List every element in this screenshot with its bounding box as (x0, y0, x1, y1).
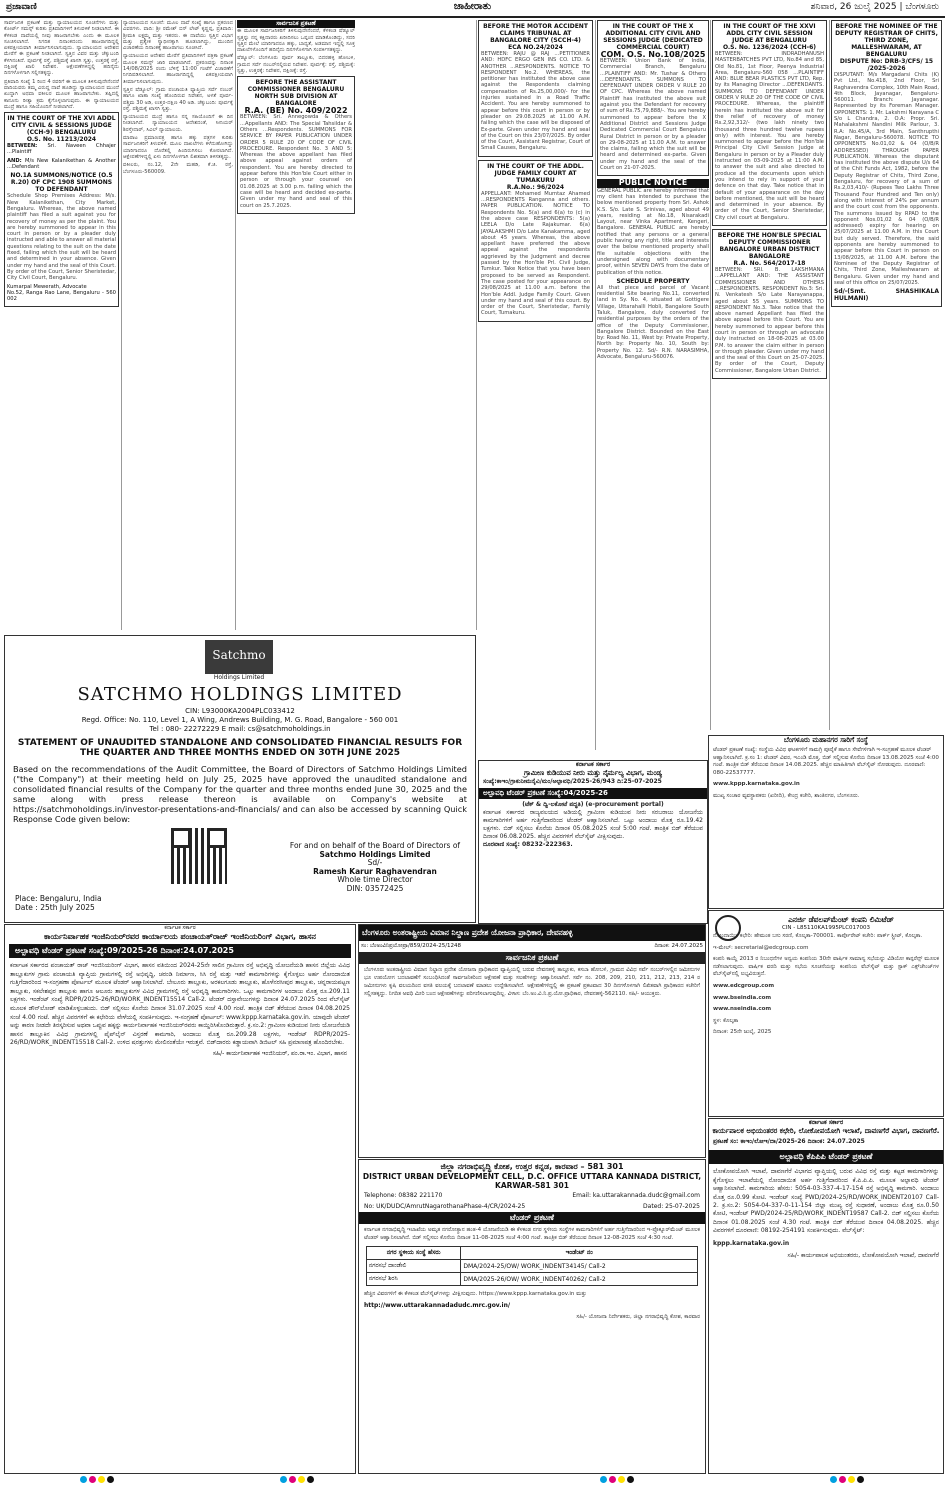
defendant-name: M/s New Kalanikethan & Another (25, 157, 116, 164)
tender-number: ಅಲ್ಪಾವಧಿ ಟೆಂಡರ್ ಪ್ರಕಟಣೆ ಸಂಖ್ಯೆ:04/2025-26 (479, 788, 707, 799)
dudc-tender-heading: ಟೆಂಡರ್ ಪ್ರಕಟಣೆ (359, 1212, 705, 1224)
table-cell: DMA/2024-25/OW/ WORK_INDENT34145/ Call-2 (461, 1260, 698, 1273)
signature-block (285, 842, 465, 893)
table-header-cell: ನಗರ ಸ್ಥಳೀಯ ಸಂಸ್ಥೆ ಹೆಸರು (366, 1247, 460, 1260)
ac-court-title: BEFORE THE ASSISTANT COMMISSIONER BENGALURU NORTH SUB DIVISION AT BANGALORE (247, 79, 345, 108)
edcl-web3[interactable]: www.nseindia.com (713, 1006, 772, 1013)
tumakuru-case: R.A.No.: 96/2024 (506, 183, 565, 191)
tender-phone: ದೂರವಾಣಿ ಸಂಖ್ಯೆ: 08232-222363. (483, 841, 573, 848)
registered-office: Regd. Office: No. 110, Level 1, A Wing, Andrews Building, M. G. Road, Bangalore - 560 001 (81, 716, 399, 724)
column-5: IN THE COURT OF THE X ADDITIONAL CITY CIVIL AND SESSIONS JUDGE (DEDICATED COMMERCIAL COURT) COM. O.S. No.108/2025 BETWEEN: Union Bank of India, Commercial Branch, Bengaluru ...PLAINTIFF AND: Mr. Tushar & Others ...DEFENDANTS. SUMMONS TO DEFENDANT UNDER ORDER V RULE 20 OF CPC. Whereas the above named Plaintiff has instituted the above suit against you the Defendant for recovery of sum of Rs.75,79,888/-. You are hereby summoned to appear before the X Additional District and Sessions Judge Dedicated Commercial Court Bengaluru Rural District in person or by a pleader on 29-08-2025 at 11.00 A.M. to answer the claims, failing which the suit will be heard and determined ex-parte. Given under my hand and the seal of the Court on 21-07-2025. PUBLIC NOTICE GENERAL PUBLIC are hereby informed that my client has intended to purchase the below mentioned property from Sri. Ashok K.S. S/o. Late S. Srinivas, aged about 49 years, residing at No.18, Nisarakadi Layout, near Vinka Apartment, Kengeri, Bangalore. GENERAL PUBLIC are hereby notified that any persons or a general public having any right, title and interests over the below mentioned property shall file suitable objections with the undersigned along with documentary proof, within SEVEN DAYS from the date of publication of this notice. SCHEDULE PROPERTY All that piece and parcel of Vacant residential Site bearing No.11, converted land in Sy. No. 4, situated at Gottigere Village, Uttarahalli Hobli, Bangalore South Taluk, Bangalore, duly converted for residential purposes by the orders of the office of the Deputy Commissioner, Bangalore District. Bounded on the East by: Road No. 11, West by: Private Property, North by: Property No. 10, South by: Property No. 12. Sd/- R.N. NARASIMHA, Advocate, Bengaluru-560076. (597, 20, 709, 750)
for-board: For and on behalf of the Board of Directors of (289, 841, 461, 850)
chits-notice: BEFORE THE NOMINEE OF THE DEPUTY REGISTRAR OF CHITS, THIRD ZONE, MALLESHWARAM, AT BENGALURU DISPUTE No: DRB-3/CFS/ 15 /2025-2026 DISPUTANT: M/s Margadarsi Chits (K) Pvt Ltd., No.418, 2nd Floor, Sri Raghavendra Complex, 10th Main Road, 4th Block, Jayanagar, Bengaluru-560011. Branch: Jayanagar. Represented by its Foreman Manager. OPPONENTS: 1. Mr. Lakshmi Narayana C S/o L Chandra, 2. O.A: Propr. Sri. Mahalakshmi Nandini Milk Parlour, 3. R.A: No.45/A, 3rd Main, Santhrupthi Nagar, Bengaluru-560078. NOTICE TO OPPONENTS No.01,02 & 04 (O/B/R ADDRESSED) THROUGH PAPER PUBLICATION. Whereas the disputant has instituted the above dispute U/s 64 of the Chit Funds Act, 1982, before the Deputy Registrar of Chits, Third Zone, Bengaluru, for recovery of a sum of Rs.2,03,410/- (Rupees Two Lakhs Three Thousand Four Hundred and Ten only) along with interest of 24% per annum and the court cost from the opponents. The summons issued by RPAD to the opponent Nos.01,02 & 04 (O/B/R addressed) expiry for hearing on 25/07/2025 at 11.00 A.M. in this Court but duly served. Therefore, the said opponents are hereby summoned to appear before this Court in person on 13/08/2025, at 11.00 A.M. before the Nominee of the Deputy Registrar of Chits, Third Zone, Malleshwaram at Bengaluru. Given under my hand and seal of this office on 25/07/2025. Sd/-(Smt. SHASHIKALA HULMANI) (831, 20, 942, 307)
column-divider (235, 20, 236, 630)
place-date (15, 894, 102, 912)
mandya-tender-notice: ಕರ್ನಾಟಕ ಸರ್ಕಾರ ಗ್ರಾಮೀಣ ಕುಡಿಯುವ ನೀರು ಮತ್ತು ನೈರ್ಮಲ್ಯ ವಿಭಾಗ, ಮಂಡ್ಯ ಸಂಖ್ಯೆ:ಕಾಇಂ/ಗ್ರಾಕುನೀಮನೈವಿ/ಮಂ/ಅಲ್ಪಾವಧಿ/2025-26/943 ದಿ:25-07-2025 ಅಲ್ಪಾವಧಿ ಟೆಂಡರ್ ಪ್ರಕಟಣೆ ಸಂಖ್ಯೆ:04/2025-26 (ಟೆಕ್ & ದ್ವಿ-ಲಕೋಟೆ ಪದ್ಧತಿ) (e-procurement portal) ಕರ್ನಾಟಕ ಸರ್ಕಾರದ ರಾಜ್ಯವಲಯದ ಅಡಿಯಲ್ಲಿ ಗ್ರಾಮೀಣ ಕುಡಿಯುವ ನೀರು ಸರಬರಾಜು ಯೋಜನೆಯ ಕಾಮಗಾರಿಗಳಿಗೆ ಅರ್ಹ ಗುತ್ತಿಗೆದಾರರಿಂದ ಟೆಂಡರ್ ಆಹ್ವಾನಿಸಲಾಗಿದೆ. ಒಟ್ಟು ಅಂದಾಜು ಮೊತ್ತ ರೂ.19.42 ಲಕ್ಷಗಳು. ಬಿಡ್ ಸಲ್ಲಿಸಲು ಕೊನೆಯ ದಿನಾಂಕ 05.08.2025 ಸಂಜೆ 5:00 ಗಂಟೆ. ತಾಂತ್ರಿಕ ಬಿಡ್ ತೆರೆಯುವ ದಿನಾಂಕ 06.08.2025. ಹೆಚ್ಚಿನ ವಿವರಗಳಿಗೆ ವೆಬ್‌ಸೈಟ್ ವೀಕ್ಷಿಸುವುದು. ದೂರವಾಣಿ ಸಂಖ್ಯೆ: 08232-222363. (478, 760, 708, 924)
edcl-web1[interactable]: www.edcgroup.com (713, 982, 775, 989)
financial-statement-title: STATEMENT OF UNAUDITED STANDALONE AND CONSOLIDATED FINANCIAL RESULTS FOR THE QUARTER AND THREE MONTHS ENDED ON 30TH JUNE 2025 (17, 738, 463, 758)
tender-gov: ಕರ್ನಾಟಕ ಸರ್ಕಾರ (575, 761, 611, 768)
table-row (366, 1260, 697, 1273)
com-court-title: IN THE COURT OF THE X ADDITIONAL CITY CIVIL AND SESSIONS JUDGE (DEDICATED COMMERCIAL COURT) (603, 23, 703, 51)
column-1: ಸಾರ್ವಜನಿಕ ಪ್ರಕಟಣೆ ಮತ್ತು ನ್ಯಾಯಾಲಯದ ಸೂಚನೆಗಳು ಮತ್ತು ಕೋರ್ಟ್ ಸಮನ್ಸ್ ಕುರಿತು ಪ್ರತಿವಾದಿಗಳಿಗೆ ತಿಳುವಳಿಕೆ ನೀಡಲಾಗಿದೆ. ಈ ಕೆಳಕಂಡ ದಾವೆಯಲ್ಲಿ ನೀವು ಹಾಜರಾಗಬೇಕು ಎಂದು ಈ ಮೂಲಕ ಸೂಚಿಸಲಾಗಿದೆ. ನಿಗದಿತ ದಿನಾಂಕದಂದು ಹಾಜರಾಗದಿದ್ದಲ್ಲಿ ಏಕಪಕ್ಷೀಯವಾಗಿ ತೀರ್ಮಾನಿಸಲಾಗುವುದು. ನ್ಯಾಯಾಲಯದ ಆದೇಶದ ಮೇರೆಗೆ ಈ ಪ್ರಕಟಣೆ ನೀಡಲಾಗಿದೆ. ಸ್ವತ್ತಿನ ವಿವರ ಮತ್ತು ಚೆಕ್ಕುಬಂದಿ ಕೆಳಗಿನಂತಿದೆ. ಪೂರ್ವಕ್ಕೆ ರಸ್ತೆ, ಪಶ್ಚಿಮಕ್ಕೆ ಖಾಸಗಿ ಸ್ವತ್ತು, ಉತ್ತರಕ್ಕೆ ರಸ್ತೆ, ದಕ್ಷಿಣಕ್ಕೆ ಖಾಲಿ ನಿವೇಶನ. ಆಕ್ಷೇಪಣೆಗಳಿದ್ದಲ್ಲಿ ಹದಿನೈದು ದಿನಗಳೊಳಗಾಗಿ ಸಲ್ಲಿಸತಕ್ಕದ್ದು. ಪ್ರತಿವಾದಿ ಸಂಖ್ಯೆ 1 ರಿಂದ 4 ರವರಿಗೆ ಈ ಮೂಲಕ ತಿಳಿಸುವುದೇನೆಂದರೆ ವಾದಿಯವರು ತಮ್ಮ ವಿರುದ್ಧ ದಾವೆ ಹೂಡಿದ್ದು ನ್ಯಾಯಾಲಯದ ಮುಂದೆ ಖುದ್ದಾಗಿ ಅಥವಾ ವಕೀಲರ ಮೂಲಕ ಹಾಜರಾಗಬೇಕು. ತಪ್ಪಿದಲ್ಲಿ ಕಾನೂನು ರೀತ್ಯಾ ಕ್ರಮ ಕೈಗೊಳ್ಳಲಾಗುವುದು. ಈ ನ್ಯಾಯಾಲಯದ ಮುದ್ರೆ ಹಾಗೂ ಸಹಿಯೊಂದಿಗೆ ನೀಡಲಾಗಿದೆ. IN THE COURT OF THE XVI ADDL CITY CIVIL & SESSIONS JUDGE (CCH-9) BENGALURU O.S. No. 11213/2024 BETWEEN: Sri. Naveen Chhajer ...Plaintiff AND: M/s New Kalanikethan & Another ...Defendant NO.1A SUMMONS/NOTICE (O.5 R.20) OF CPC 1908 SUMMONS TO DEFENDANT Schedule Shop Premises Address: M/s. New Kalanikethan, City Market, Bengaluru. Whereas, the above named plaintiff has filed a suit against you for recovery of money as per the plaint. You are hereby summoned to appear in this court in person or by a pleader duly instructed and able to answer all material questions relating to the suit on the date fixed, failing which the suit will be heard and determined in your absence. Given under my hand and the seal of this Court. By order of the Court, Senior Sheristedar, City Civil Court, Bengaluru. Kumarpal Mewerath, Advocate No.52, Ranga Rao Lane, Bengaluru - 560 002 (4, 20, 119, 630)
schedule-heading: SCHEDULE PROPERTY (616, 277, 690, 285)
dc-case: R.A. No. 564/2017-18 (733, 260, 806, 268)
kpwd-no: ಪ್ರಕಟಣೆ ಸಂ: ಕಾಇಂ/ಲೋಇ/ದಾ/2025-26 ದಿನಾಂಕ: 24.07.2025 (713, 1138, 865, 1145)
dudc-email[interactable]: Email: ka.uttarakannada.dudc@gmail.com (572, 1192, 700, 1199)
dc-notice: BEFORE THE HON'BLE SPECIAL DEPUTY COMMISSIONER BANGALORE URBAN DISTRICT BANGALORE R.A. No. 564/2017-18 BETWEEN: SRI. B. LAKSHMANA ...APPELLANT AND: THE ASSISTANT COMMISSIONER AND OTHERS ...RESPONDENTS. RESPONDENT No.3: Sri. N. Venkatesh S/o Late Narayanappa, aged about 55 years. SUMMONS TO RESPONDENT No.3. Take notice that the above named Appellant has filed the above appeal before this Court. You are hereby summoned to appear before this court in person or through an advocate duly instructed on 18-08-2025 at 03.00 P.M. to answer the claim either in person or through pleader. Given under my hand and the seal of this Court on 25-07-2025. By order of the Court, Deputy Commissioner, Bangalore Urban District. (712, 229, 827, 379)
edcl-cin: CIN - L85110KA1995PLC017003 (781, 925, 871, 931)
biaapa-notice: ಬೆಂಗಳೂರು ಅಂತರಾಷ್ಟ್ರೀಯ ವಿಮಾನ ನಿಲ್ದಾಣ ಪ್ರದೇಶ ಯೋಜನಾ ಪ್ರಾಧಿಕಾರ, ದೇವನಹಳ್ಳಿ ಸಂ: ಬೆಂಅಂವಿನಿಪ್ರಯೋಪ್ರಾ/859/2024-25/1248 ದಿನಾಂಕ: 24.07.2025 ಸಾರ್ವಜನಿಕ ಪ್ರಕಟಣೆ ಬೆಂಗಳೂರು ಅಂತರಾಷ್ಟ್ರೀಯ ವಿಮಾನ ನಿಲ್ದಾಣ ಪ್ರದೇಶ ಯೋಜನಾ ಪ್ರಾಧಿಕಾರದ ವ್ಯಾಪ್ತಿಯಲ್ಲಿ ಬರುವ ದೇವನಹಳ್ಳಿ ತಾಲ್ಲೂಕು, ಕಸಬಾ ಹೋಬಳಿ, ಗ್ರಾಮದ ವಿವಿಧ ಸರ್ವೆ ನಂಬರ್‌ಗಳಲ್ಲಿನ ಜಮೀನುಗಳ ಭೂ ಉಪಯೋಗ ಬದಲಾವಣೆಗೆ ಸಂಬಂಧಿಸಿದಂತೆ ಸಾರ್ವಜನಿಕರಿಂದ ಆಕ್ಷೇಪಣೆ ಮತ್ತು ಸಲಹೆಗಳನ್ನು ಆಹ್ವಾನಿಸಲಾಗಿದೆ. ಸರ್ವೆ ನಂ. 208, 209, 210, 211, 212, 213, 214 ರ ಜಮೀನುಗಳು ಕೃಷಿ ವಲಯದಿಂದ ವಸತಿ ವಲಯಕ್ಕೆ ಬದಲಾವಣೆ ಮಾಡಲು ಉದ್ದೇಶಿಸಲಾಗಿದೆ. ಆಕ್ಷೇಪಣೆಗಳಿದ್ದಲ್ಲಿ ಈ ಪ್ರಕಟಣೆ ಪ್ರಕಟವಾದ 30 ದಿನಗಳೊಳಗಾಗಿ ಲಿಖಿತವಾಗಿ ಪ್ರಾಧಿಕಾರದ ಕಚೇರಿಗೆ ಸಲ್ಲಿಸತಕ್ಕದ್ದು. ನಿಗದಿತ ಅವಧಿ ಮೀರಿ ಬಂದ ಆಕ್ಷೇಪಣೆಗಳನ್ನು ಪರಿಗಣಿಸಲಾಗುವುದಿಲ್ಲ. ವಿಳಾಸ: ಬೆಂ.ಅಂ.ವಿ.ನಿ.ಪ್ರ.ಯೋ.ಪ್ರಾಧಿಕಾರ, ದೇವನಹಳ್ಳಿ-562110. ಸಹಿ/- ಆಯುಕ್ತರು. (358, 924, 706, 1158)
ac-case-number: R.A. (BE) No. 409/2022 (244, 106, 348, 116)
edcl-place: ಸ್ಥಳ: ಕೊಲ್ಕತಾ (713, 1017, 739, 1024)
column-7 (831, 20, 942, 730)
ac-notice: BEFORE THE ASSISTANT COMMISSIONER BENGALURU NORTH SUB DIVISION AT BANGALORE R.A. (BE) No. 409/2022 BETWEEN: Sri. Annegowda & Others ...Appellants AND: The Special Tahsildar & Others ...Respondents. SUMMONS FOR SERVICE BY PAPER PUBLICATION UNDER ORDER 5 RULE 20 OF CODE OF CIVIL PROCEDURE. Respondent No. 3 AND 5: Whereas the above appellant has filed above appeal against orders of respondent. You are hereby directed to appear before this Hon'ble Court either in person or through your counsel on 01.08.2025 at 3.00 p.m. failing which the case will be heard and decided ex-parte. Given under my hand and seal of this court on 25.7.2025. (237, 76, 355, 213)
qr-code[interactable] (171, 828, 227, 884)
chits-title: BEFORE THE NOMINEE OF THE DEPUTY REGISTRAR OF CHITS, THIRD ZONE, MALLESHWARAM, AT BENGALURU (835, 23, 938, 58)
masthead-date: ಶನಿವಾರ, 26 ಜುಲೈ 2025 | ಬೆಂಗಳೂರು (810, 2, 939, 12)
case-number: O.S. No. 11213/2024 (26, 136, 97, 144)
public-notice-banner: ಸಾರ್ವಜನಿಕ ಪ್ರಕಟಣೆ (237, 20, 355, 28)
bmtc-url[interactable]: www.kppp.karnataka.gov.in (713, 781, 800, 788)
edcl-date: ದಿನಾಂಕ: 25ನೇ ಜುಲೈ, 2025 (713, 1029, 772, 1036)
bmtc-title: ಬೆಂಗಳೂರು ಮಹಾನಗರ ಸಾರಿಗೆ ಸಂಸ್ಥೆ (783, 736, 869, 744)
dudc-ref (359, 1201, 705, 1212)
signer-role: Whole time Director (337, 875, 413, 884)
davanagere-pwd-tender: ಕರ್ನಾಟಕ ಸರ್ಕಾರ ಕಾರ್ಯಪಾಲಕ ಅಭಿಯಂತರರ ಕಛೇರಿ, ಲೋಕೋಪಯೋಗಿ ಇಲಾಖೆ, ದಾವಣಗೆರೆ ವಿಭಾಗ, ದಾವಣಗೆರೆ. ಪ್ರಕಟಣೆ ಸಂ: ಕಾಇಂ/ಲೋಇ/ದಾ/2025-26 ದಿನಾಂಕ: 24.07.2025 ಅಲ್ಪಾವಧಿ ಕೆಪಿಪಿಪಿ ಟೆಂಡರ್ ಪ್ರಕಟಣೆ ಲೋಕೋಪಯೋಗಿ ಇಲಾಖೆ, ದಾವಣಗೆರೆ ವಿಭಾಗದ ವ್ಯಾಪ್ತಿಯಲ್ಲಿ ಬರುವ ವಿವಿಧ ರಸ್ತೆ ಮತ್ತು ಕಟ್ಟಡ ಕಾಮಗಾರಿಗಳನ್ನು ಕೈಗೊಳ್ಳಲು ಇಲಾಖೆಯಲ್ಲಿ ನೋಂದಾಯಿತ ಅರ್ಹ ಗುತ್ತಿಗೆದಾರರಿಂದ ಕೆ.ಪಿ.ಪಿ.ಪಿ. ಮೂಲಕ ಅಲ್ಪಾವಧಿ ಟೆಂಡರ್ ಆಹ್ವಾನಿಸಲಾಗಿದೆ. ಕಾಮಗಾರಿಯ ಹೆಸರು: 5054-03-337-4-17-154 ರಸ್ತೆ ಅಭಿವೃದ್ಧಿ ಕಾಮಗಾರಿ. ಅಂದಾಜು ಮೊತ್ತ ರೂ.0.99 ಕೋಟಿ. ಇಂಡೆಂಟ್ ಸಂಖ್ಯೆ PWD/2024-25/RD/WORK_INDENT20107 Call-2. ಕ್ರ.ಸಂ.2: 5054-04-337-0-11-154 ಜಿಲ್ಲಾ ಮುಖ್ಯ ರಸ್ತೆ ಸುಧಾರಣೆ, ಅಂದಾಜು ಮೊತ್ತ ರೂ.0.50 ಕೋಟಿ, ಇಂಡೆಂಟ್ PWD/2024-25/RD/WORK_INDENT19587 Call-2. ಬಿಡ್ ಸಲ್ಲಿಸಲು ಕೊನೆಯ ದಿನಾಂಕ 01.08.2025 ಸಂಜೆ 4.30 ಗಂಟೆ. ತಾಂತ್ರಿಕ ಬಿಡ್ ತೆರೆಯುವ ದಿನಾಂಕ 04.08.2025. ಹೆಚ್ಚಿನ ವಿವರಗಳಿಗೆ ದೂರವಾಣಿ: 08192-254191 ಸಂಪರ್ಕಿಸುವುದು. ವೆಬ್‌ಸೈಟ್: kppp.karnataka.gov.in ಸಹಿ/- ಕಾರ್ಯಪಾಲಕ ಅಭಿಯಂತರರು, ಲೋಕೋಪಯೋಗಿ ಇಲಾಖೆ, ದಾವಣಗೆರೆ (708, 1118, 944, 1474)
edcl-name: ಎನರ್ಜಿ ಡೆವಲಪ್‌ಮೆಂಟ್ ಕಂಪನಿ ಲಿಮಿಟೆಡ್ (788, 915, 894, 924)
dudc-no: No: UK/DUDC/AmrutNagarothanaPhase-4/CR/2024-25 (364, 1203, 526, 1210)
company-cin: CIN: L93000KA2004PLC033412 (185, 707, 295, 715)
table-header-cell: ಇಂಡೆಂಟ್ ನಂ (461, 1247, 698, 1260)
sd: Sd/- (367, 858, 383, 867)
dudc-contact (359, 1190, 705, 1201)
advocate-address: No.52, Ranga Rao Lane, Bengaluru - 560 002 (7, 289, 116, 303)
indent-table (366, 1246, 698, 1286)
table-cell: ನಗರಸಭೆ ದಾಂಡೇಲಿ (366, 1260, 460, 1273)
biaapa-no: ಸಂ: ಬೆಂಅಂವಿನಿಪ್ರಯೋಪ್ರಾ/859/2024-25/1248 (361, 943, 462, 949)
tender-ref: ಸಂಖ್ಯೆ:ಕಾಇಂ/ಗ್ರಾಕುನೀಮನೈವಿ/ಮಂ/ಅಲ್ಪಾವಧಿ/2025-26/943 ದಿ:25-07-2025 (483, 778, 662, 785)
column-3: ಸಾರ್ವಜನಿಕ ಪ್ರಕಟಣೆ ಈ ಮೂಲಕ ಸಾರ್ವಜನಿಕರಿಗೆ ತಿಳಿಸುವುದೇನೆಂದರೆ, ಕೆಳಕಂಡ ಷೆಡ್ಯೂಲ್ ಸ್ವತ್ತನ್ನು ನನ್ನ ಕಕ್ಷಿದಾರರು ಖರೀದಿಸಲು ಒಪ್ಪಂದ ಮಾಡಿಕೊಂಡಿದ್ದು, ಸದರಿ ಸ್ವತ್ತಿನ ಮೇಲೆ ಯಾರಿಗಾದರೂ ಹಕ್ಕು, ಬಾಧ್ಯತೆ, ಅಡಮಾನ ಇದ್ದಲ್ಲಿ ಸೂಕ್ತ ದಾಖಲೆಗಳೊಂದಿಗೆ ಹದಿನೈದು ದಿನಗಳೊಳಗಾಗಿ ಸಂಪರ್ಕಿಸತಕ್ಕದ್ದು. ಷೆಡ್ಯೂಲ್: ಬೆಂಗಳೂರು ಪೂರ್ವ ತಾಲ್ಲೂಕು, ಬಿದರಹಳ್ಳಿ ಹೋಬಳಿ, ಗ್ರಾಮದ ಸರ್ವೆ ನಂಬರ್‌ನಲ್ಲಿರುವ ನಿವೇಶನ. ಪೂರ್ವಕ್ಕೆ: ರಸ್ತೆ, ಪಶ್ಚಿಮಕ್ಕೆ: ಸ್ವತ್ತು, ಉತ್ತರಕ್ಕೆ: ನಿವೇಶನ, ದಕ್ಷಿಣಕ್ಕೆ: ರಸ್ತೆ. BEFORE THE ASSISTANT COMMISSIONER BENGALURU NORTH SUB DIVISION AT BANGALORE R.A. (BE) No. 409/2022 BETWEEN: Sri. Annegowda & Others ...Appellants AND: The Special Tahsildar & Others ...Respondents. SUMMONS FOR SERVICE BY PAPER PUBLICATION UNDER ORDER 5 RULE 20 OF CODE OF CIVIL PROCEDURE. Respondent No. 3 AND 5: Whereas the above appellant has filed above appeal against orders of respondent. You are hereby directed to appear before this Hon'ble Court either in person or through your counsel on 01.08.2025 at 3.00 p.m. failing which the case will be heard and decided ex-parte. Given under my hand and seal of this court on 25.7.2025. (237, 20, 355, 630)
pwd-tender-number: ಅಲ್ಪಾವಧಿ ಟೆಂಡರ್ ಪ್ರಕಟಣೆ ಸಂಖ್ಯೆ:09/2025-26 ದಿನಾಂಕ:24.07.2025 (9, 944, 351, 958)
summons-heading: NO.1A SUMMONS/NOTICE (O.5 R.20) OF CPC 1908 SUMMONS TO DEFENDANT (10, 172, 113, 194)
column-2: ನ್ಯಾಯಾಲಯದ ಸೂಚನೆ: ಮೂಲ ದಾವೆ ಸಂಖ್ಯೆ ಹಾಗೂ ಪ್ರಕರಣದ ವಿವರಗಳು. ವಾದಿ: ಶ್ರೀ ರಮೇಶ್ ಬಿನ್ ಲೇಟ್ ಕೃಷ್ಣಪ್ಪ, ಪ್ರತಿವಾದಿ: ಶ್ರೀಮತಿ ಲಕ್ಷ್ಮಮ್ಮ ಮತ್ತು ಇತರರು. ಈ ದಾವೆಯು ಸ್ವತ್ತಿನ ವಿಭಾಗ ಮತ್ತು ಪ್ರತ್ಯೇಕ ಸ್ವಾಧೀನಕ್ಕಾಗಿ ಹೂಡಲಾಗಿದ್ದು, ಮುಂದಿನ ವಿಚಾರಣೆಯ ದಿನಾಂಕಕ್ಕೆ ಹಾಜರಾಗಲು ಸೂಚಿಸಿದೆ. ನ್ಯಾಯಾಲಯದ ಆದೇಶದ ಮೇರೆಗೆ ಪ್ರತಿವಾದಿಗಳಿಗೆ ಪತ್ರಿಕಾ ಪ್ರಕಟಣೆ ಮೂಲಕ ಸಮನ್ಸ್ ಜಾರಿ ಮಾಡಲಾಗಿದೆ. ಪ್ರಕರಣವನ್ನು ದಿನಾಂಕ 14/08/2025 ರಂದು ಬೆಳಿಗ್ಗೆ 11:00 ಗಂಟೆಗೆ ವಿಚಾರಣೆಗೆ ನಿಗದಿಪಡಿಸಲಾಗಿದೆ. ಹಾಜರಾಗದಿದ್ದಲ್ಲಿ ಏಕಪಕ್ಷೀಯವಾಗಿ ತೀರ್ಮಾನಿಸಲಾಗುವುದು. ಸ್ವತ್ತಿನ ಷೆಡ್ಯೂಲ್: ಗ್ರಾಮ ಪಂಚಾಯತಿ ವ್ಯಾಪ್ತಿಯ ಸರ್ವೆ ನಂಬರ್ ಹಾಗೂ ಖಾತಾ ಸಂಖ್ಯೆ ಹೊಂದಿರುವ ನಿವೇಶನ, ಅಳತೆ ಪೂರ್ವ-ಪಶ್ಚಿಮ 30 ಅಡಿ, ಉತ್ತರ-ದಕ್ಷಿಣ 40 ಅಡಿ. ಚೆಕ್ಕುಬಂದಿ: ಪೂರ್ವಕ್ಕೆ ರಸ್ತೆ, ಪಶ್ಚಿಮಕ್ಕೆ ಖಾಸಗಿ ಸ್ವತ್ತು. ನ್ಯಾಯಾಲಯದ ಮುದ್ರೆ ಹಾಗೂ ನನ್ನ ಸಹಿಯೊಂದಿಗೆ ಈ ದಿನ ನೀಡಲಾಗಿದೆ. ನ್ಯಾಯಾಲಯದ ಆದೇಶದಂತೆ, ಸೀನಿಯರ್ ಶಿರಸ್ತೇದಾರ್, ಸಿವಿಲ್ ನ್ಯಾಯಾಲಯ. ಮಾರಾಟ ಪ್ರಮಾಣಪತ್ರ ಹಾಗೂ ಹಕ್ಕು ಪತ್ರಗಳ ಕುರಿತು ಸಾರ್ವಜನಿಕರಿಗೆ ತಿಳುವಳಿಕೆ. ಮೂಲ ದಾಖಲೆಗಳು ಕಳೆದುಹೋಗಿದ್ದು ಯಾರಿಗಾದರೂ ದೊರೆತಲ್ಲಿ ಹಿಂದಿರುಗಿಸಲು ಕೋರಲಾಗಿದೆ. ಆಕ್ಷೇಪಣೆಗಳಿದ್ದಲ್ಲಿ ಏಳು ದಿನಗಳೊಳಗಾಗಿ ಲಿಖಿತವಾಗಿ ತಿಳಿಸತಕ್ಕದ್ದು. ವಕೀಲರು, ನಂ.12, 2ನೇ ಮಹಡಿ, ಕೆ.ಜಿ. ರಸ್ತೆ, ಬೆಂಗಳೂರು-560009. (123, 20, 233, 175)
table-cell: DMA/2025-26/OW/ WORK_INDENT40262/ Call-2 (461, 1273, 698, 1286)
edcl-web2[interactable]: www.bseindia.com (713, 994, 772, 1001)
date: Date : 25th July 2025 (15, 903, 95, 912)
mact-case: ECA NO.24/2024 (508, 44, 563, 51)
biaapa-ref (359, 941, 705, 952)
dudc-title-en: DISTRICT URBAN DEVELOPMENT CELL, D.C. OFFICE UTTARA KANNADA DISTRICT, KARWAR-581 301 (362, 1172, 702, 1190)
dudc-date: Dated: 25-07-2025 (643, 1203, 700, 1210)
column-4 (478, 20, 593, 630)
public-notice-heading: PUBLIC NOTICE (597, 179, 709, 187)
cch6-notice: IN THE COURT OF THE XXVI ADDL CITY CIVIL SESSION JUDGE AT BENGALURU O.S. No. 1236/2024 (CCH-6) BETWEEN: INDRADHANUSH MASTERBATCHES PVT LTD, No.84 and 85, Old No.81, 1st Floor, Peenya Industrial Area, Bengaluru-560 058 ...PLAINTIFF AND: BLUE BEAR PLASTICS PVT LTD, Rep. by its Managing Director ...DEFENDANTS. SUMMONS TO DEFENDANT UNDER ORDER V RULE 20 OF THE CODE OF CIVIL PROCEDURE. Whereas, the plaintiff herein has instituted the above suit for the relief of recovery of money Rs.2,92,312/- (two lakh ninety two thousand three hundred twelve rupees only) with interest. You are hereby summoned to appear before the Hon'ble Principal City Civil Session Judge at Bengaluru in person or by a Pleader duly instructed on 03-09-2025 at 11:00 A.M. to answer the suit and also directed to produce all the documents upon which you intend to rely in support of your defence on that day. Take notice that in default of your appearance on the day before mentioned, the suit will be heard and determined in your absence. By order of the Court, Senior Sheristedar, City civil court at Bengaluru. (712, 20, 827, 226)
masthead-logo: ಪ್ರಜಾವಾಣಿ (6, 2, 37, 12)
column-divider (476, 20, 477, 630)
print-registration-marks (0, 1474, 945, 1485)
tender-title: ಗ್ರಾಮೀಣ ಕುಡಿಯುವ ನೀರು ಮತ್ತು ನೈರ್ಮಲ್ಯ ವಿಭಾಗ, ಮಂಡ್ಯ (524, 769, 662, 777)
dudc-tel: Telephone: 08382 221170 (364, 1192, 443, 1199)
plaintiff-name: Sri. Naveen Chhajer (47, 143, 116, 150)
table-header (366, 1247, 697, 1260)
company-contact: Tel : 080- 22272229 E mail: cs@satchmoholdings.in (149, 725, 331, 733)
pwd-title: ಕಾರ್ಯನಿರ್ವಾಹಕ ಇಂಜಿನಿಯರ್‌ರವರ ಕಾರ್ಯಾಲಯ ಪಂಚಾಯತ್‌ರಾಜ್ ಇಂಜಿನಿಯರಿಂಗ್ ವಿಭಾಗ, ಹಾಸನ (44, 932, 316, 941)
biaapa-public-notice: ಸಾರ್ವಜನಿಕ ಪ್ರಕಟಣೆ (359, 952, 705, 964)
place: Place: Bengaluru, India (15, 894, 102, 903)
masthead-section: ಜಾಹೀರಾತು (453, 1, 492, 12)
table-cell: ನಗರಸಭೆ ಶಿರಸಿ (366, 1273, 460, 1286)
column-6 (712, 20, 827, 730)
court-notice-os: IN THE COURT OF THE XVI ADDL CITY CIVIL & SESSIONS JUDGE (CCH-9) BENGALURU O.S. No. 11213/2024 BETWEEN: Sri. Naveen Chhajer ...Plaintiff AND: M/s New Kalanikethan & Another ...Defendant NO.1A SUMMONS/NOTICE (O.5 R.20) OF CPC 1908 SUMMONS TO DEFENDANT Schedule Shop Premises Address: M/s. New Kalanikethan, City Market, Bengaluru. Whereas, the above named plaintiff has filed a suit against you for recovery of money as per the plaint. You are hereby summoned to appear in this court in person or by a pleader duly instructed and able to answer all material questions relating to the suit on the date fixed, failing which the suit will be heard and determined in your absence. Given under my hand and the seal of this Court. By order of the Court, Senior Sheristedar, City Civil Court, Bengaluru. Kumarpal Mewerath, Advocate No.52, Ranga Rao Lane, Bengaluru - 560 002 (4, 112, 119, 307)
signer-din: DIN: 03572425 (346, 883, 404, 893)
mact-title: BEFORE THE MOTOR ACCIDENT CLAIMS TRIBUNAL AT BANGALORE CITY (SCCH-4) (483, 23, 588, 44)
column-divider (121, 20, 122, 630)
hassan-pwd-tender: ಕರ್ನಾಟಕ ಸರ್ಕಾರ ಕಾರ್ಯನಿರ್ವಾಹಕ ಇಂಜಿನಿಯರ್‌ರವರ ಕಾರ್ಯಾಲಯ ಪಂಚಾಯತ್‌ರಾಜ್ ಇಂಜಿನಿಯರಿಂಗ್ ವಿಭಾಗ, ಹಾಸನ ಅಲ್ಪಾವಧಿ ಟೆಂಡರ್ ಪ್ರಕಟಣೆ ಸಂಖ್ಯೆ:09/2025-26 ದಿನಾಂಕ:24.07.2025 ಕರ್ನಾಟಕ ಸರ್ಕಾರದ ಪಂಚಾಯತ್ ರಾಜ್ ಇಂಜಿನಿಯರಿಂಗ್ ವಿಭಾಗ, ಹಾಸನ ವತಿಯಿಂದ 2024-25ನೇ ಸಾಲಿನ ಗ್ರಾಮೀಣ ರಸ್ತೆ ಅಭಿವೃದ್ಧಿ ಯೋಜನೆಯಡಿ ಹಾಸನ ಜಿಲ್ಲೆಯ ವಿವಿಧ ತಾಲ್ಲೂಕುಗಳ ಗ್ರಾಮ ಪಂಚಾಯತಿ ವ್ಯಾಪ್ತಿಯ ಗ್ರಾಮಗಳಲ್ಲಿ ರಸ್ತೆ ಅಭಿವೃದ್ಧಿ, ಚರಂಡಿ ನಿರ್ಮಾಣ, ಸಿಸಿ ರಸ್ತೆ ಮತ್ತು ಇತರೆ ಕಾಮಗಾರಿಗಳನ್ನು ಕೈಗೊಳ್ಳಲು ಅರ್ಹ ನೋಂದಾಯಿತ ಗುತ್ತಿಗೆದಾರರಿಂದ ಇ-ಸಂಗ್ರಹಣಾ ಪೋರ್ಟಲ್ ಮೂಲಕ ಟೆಂಡರ್ ಆಹ್ವಾನಿಸಲಾಗಿದೆ. ಬೇಲೂರು ತಾಲ್ಲೂಕು, ಅರಕಲಗೂಡು ತಾಲ್ಲೂಕು, ಹೊಳೆನರಸೀಪುರ ತಾಲ್ಲೂಕು, ಚನ್ನರಾಯಪಟ್ಟಣ ತಾಲ್ಲೂಕು, ಸಕಲೇಶಪುರ ತಾಲ್ಲೂಕು ಹಾಗೂ ಆಲೂರು ತಾಲ್ಲೂಕುಗಳ ವಿವಿಧ ಗ್ರಾಮಗಳಲ್ಲಿ ರಸ್ತೆ ಅಭಿವೃದ್ಧಿ ಕಾಮಗಾರಿಗಳು. ಒಟ್ಟು ಕಾಮಗಾರಿಗಳ ಅಂದಾಜು ಮೊತ್ತ ರೂ.209.11 ಲಕ್ಷಗಳು. ಇಂಡೆಂಟ್ ಸಂಖ್ಯೆ RDPR/2025-26/RD/WORK_INDENT15514 Call-2. ಟೆಂಡರ್ ದಸ್ತಾವೇಜುಗಳನ್ನು ದಿನಾಂಕ 24.07.2025 ರಿಂದ ವೆಬ್‌ಸೈಟ್ ಮೂಲಕ ಡೌನ್‌ಲೋಡ್ ಮಾಡಿಕೊಳ್ಳಬಹುದು. ಬಿಡ್ ಸಲ್ಲಿಸಲು ಕೊನೆಯ ದಿನಾಂಕ 31.07.2025 ಸಂಜೆ 4.00 ಗಂಟೆ. ತಾಂತ್ರಿಕ ಬಿಡ್ ತೆರೆಯುವ ದಿನಾಂಕ 04.08.2025 ಸಂಜೆ 4.00 ಗಂಟೆ. ಹೆಚ್ಚಿನ ವಿವರಗಳಿಗೆ ಈ ಕಛೇರಿಯ ವೇಳೆಯಲ್ಲಿ ಸಂಪರ್ಕಿಸುವುದು. ಇ-ಸಂಗ್ರಹಣೆ ಪೋರ್ಟಲ್: www.kppp.karnataka.gov.in. ಯಾವುದೇ ಟೆಂಡರ್ ಅನ್ನು ಕಾರಣ ನೀಡದೇ ತಿರಸ್ಕರಿಸುವ ಅಥವಾ ಒಪ್ಪುವ ಹಕ್ಕನ್ನು ಕಾರ್ಯನಿರ್ವಾಹಕ ಇಂಜಿನಿಯರ್‌ರವರು ಕಾಯ್ದಿರಿಸಿಕೊಂಡಿರುತ್ತಾರೆ. ಕ್ರ.ಸಂ.2: ಗ್ರಾಮೀಣ ಕುಡಿಯುವ ನೀರು ಯೋಜನೆಯಡಿ ಹಾಸನ ತಾಲ್ಲೂಕಿನ ವಿವಿಧ ಗ್ರಾಮಗಳಲ್ಲಿ ಪೈಪ್‌ಲೈನ್ ವಿಸ್ತರಣೆ ಕಾಮಗಾರಿ, ಅಂದಾಜು ಮೊತ್ತ ರೂ.209.28 ಲಕ್ಷಗಳು, ಇಂಡೆಂಟ್ RDPR/2025-26/RD/WORK_INDENT15518 Call-2. ಉಳಿದ ಷರತ್ತುಗಳು ಮೇಲಿನಂತೆಯೇ ಇರುತ್ತವೆ. ಬಿಡ್‌ದಾರರು ಕಡ್ಡಾಯವಾಗಿ ಡಿಜಿಟಲ್ ಸಹಿ ಪ್ರಮಾಣಪತ್ರ ಹೊಂದಿರಬೇಕು. ಸಹಿ/- ಕಾರ್ಯನಿರ್ವಾಹಕ ಇಂಜಿನಿಯರ್, ಪಂ.ರಾ.ಇಂ. ವಿಭಾಗ, ಹಾಸನ (4, 924, 356, 1474)
advocate-name: Kumarpal Mewerath, Advocate (7, 283, 87, 290)
column-divider (710, 20, 711, 730)
satchmo-logo-sub: Holdings Limited (213, 674, 265, 681)
chits-dispute: DISPUTE No: DRB-3/CFS/ 15 /2025-2026 (839, 58, 934, 72)
edcl-logo (715, 915, 741, 941)
satchmo-logo: Satchmo (205, 640, 273, 674)
kpwd-gov: ಕರ್ನಾಟಕ ಸರ್ಕಾರ (808, 1119, 844, 1126)
family-court-notice: IN THE COURT OF THE ADDL. JUDGE FAMILY COURT AT TUMAKURU R.A.No.: 96/2024 APPELLANT: Mohamed Mumtaz Ahamed ...RESPONDENTS Ranganna and others. PAPER PUBLICATION. NOTICE TO Respondents No. 5(a) and 6(a) to (c) in the above case RESPONDENTS: 5(a) LEELA D/o Late Rajakumar. 6(a) JAYALAKSHMI D/o Late Kanakamma, aged about 45 years. Whereas, the above appellant have preferred the above appeal against the respondents aggrieved by the Judgment and decree passed by the Hon'ble Prl. Civil Judge, Tumkur. Take Notice that you have been proposed to be served as Respondent. The case posted for your appearance on 29/08/2025 at 11.00 a.m. before the Hon'ble Addl. Judge Family Court. Given under my hand and seal of this court. By order of the Court, Sheristedar, Family Court, Tumakuru. (478, 160, 593, 322)
mact-notice: BEFORE THE MOTOR ACCIDENT CLAIMS TRIBUNAL AT BANGALORE CITY (SCCH-4) ECA NO.24/2024 BETWEEN: RAJU @ RAJ ...PETITIONER AND: HDFC ERGO GEN INS CO. LTD. & ANOTHER ...RESPONDENTS. NOTICE TO RESPONDENT No.2. WHEREAS, the petitioner has instituted the above case against the Respondents claiming compensation of Rs.25,00,000/- for the injuries sustained in a Road Traffic Accident. You are hereby summoned to appear before this court in person or by pleader on 29.08.2025 at 11.00 A.M. failing which the case will be disposed of Ex-parte. Given under my hand and seal of the Court on this 23/07/2025. By order of the Court, Assistant Registrar, Court of Small Causes, Bengaluru. (478, 20, 593, 157)
dudc-title: ಜಿಲ್ಲಾ ನಗರಾಭಿವೃದ್ಧಿ ಕೋಶ, ಉತ್ತರ ಕನ್ನಡ, ಕಾರವಾರ – 581 301 (440, 1162, 624, 1171)
edcl-notice: ಎನರ್ಜಿ ಡೆವಲಪ್‌ಮೆಂಟ್ ಕಂಪನಿ ಲಿಮಿಟೆಡ್ CIN - L85110KA1995PLC017003 ನೋಂದಾಯಿತ ಕಛೇರಿ: ಹೇಮಂತ ಬಸು ಸರಣಿ, ಕೊಲ್ಕತಾ-700001. ಕಾರ್ಪೊರೇಟ್ ಕಚೇರಿ: ಪಾರ್ಕ್ ಸ್ಟ್ರೀಟ್, ಕೊಲ್ಕತಾ. ಇ-ಮೇಲ್: secretarial@edcgroup.com ಕಂಪನಿ ಕಾಯ್ದೆ 2013 ರ ನಿಬಂಧನೆಗಳ ಅನ್ವಯ ಕಂಪನಿಯ 30ನೇ ವಾರ್ಷಿಕ ಸಾಮಾನ್ಯ ಸಭೆಯನ್ನು ವಿಡಿಯೋ ಕಾನ್ಫರೆನ್ಸ್ ಮೂಲಕ ನಡೆಸಲಾಗುವುದು. ವಾರ್ಷಿಕ ವರದಿ ಮತ್ತು ಸಭೆಯ ಸೂಚನೆಯನ್ನು ಕಂಪನಿಯ ವೆಬ್‌ಸೈಟ್ ಮತ್ತು ಸ್ಟಾಕ್ ಎಕ್ಸ್‌ಚೇಂಜ್‌ಗಳ ವೆಬ್‌ಸೈಟ್‌ನಲ್ಲಿ ಲಭ್ಯವಿರುತ್ತದೆ. www.edcgroup.com www.bseindia.com www.nseindia.com ಸ್ಥಳ: ಕೊಲ್ಕತಾ ದಿನಾಂಕ: 25ನೇ ಜುಲೈ, 2025 (708, 910, 944, 1117)
pwd-signature: ಸಹಿ/- ಕಾರ್ಯನಿರ್ವಾಹಕ ಇಂಜಿನಿಯರ್, ಪಂ.ರಾ.ಇಂ. ವಿಭಾಗ, ಹಾಸನ (212, 1049, 347, 1057)
court-title: IN THE COURT OF THE XVI ADDL CITY CIVIL & SESSIONS JUDGE (CCH-9) BENGALURU (7, 115, 116, 137)
kpwd-tender-heading: ಅಲ್ಪಾವಧಿ ಕೆಪಿಪಿಪಿ ಟೆಂಡರ್ ಪ್ರಕಟಣೆ (709, 1150, 943, 1164)
column-divider (829, 20, 830, 730)
signer-name: Ramesh Karur Raghavendran (313, 866, 437, 876)
pwd-gov: ಕರ್ನಾಟಕ ಸರ್ಕಾರ (164, 925, 196, 931)
satchmo-advertisement (4, 635, 476, 923)
edcl-email[interactable]: ಇ-ಮೇಲ್: secretarial@edcgroup.com (713, 944, 809, 951)
dc-title: BEFORE THE HON'BLE SPECIAL DEPUTY COMMISSIONER BANGALORE URBAN DISTRICT BANGALORE (717, 232, 822, 261)
table-row (366, 1273, 697, 1286)
karwar-dudc-tender: ಜಿಲ್ಲಾ ನಗರಾಭಿವೃದ್ಧಿ ಕೋಶ, ಉತ್ತರ ಕನ್ನಡ, ಕಾರವಾರ – 581 301 DISTRICT URBAN DEVELOPMENT CELL, D.C. OFFICE UTTARA KANNADA DISTRICT, KARWAR-581 301 Telephone: 08382 221170 Email: ka.uttarakannada.dudc@gmail.com No: UK/DUDC/AmrutNagarothanaPhase-4/CR/2024-25 Dated: 25-07-2025 ಟೆಂಡರ್ ಪ್ರಕಟಣೆ ಕರ್ನಾಟಕ ನಗರಾಭಿವೃದ್ಧಿ ಇಲಾಖೆಯ ಅಮೃತ ನಗರೋತ್ಥಾನ ಹಂತ-4 ಯೋಜನೆಯಡಿ ಈ ಕೆಳಕಂಡ ನಗರ ಸ್ಥಳೀಯ ಸಂಸ್ಥೆಗಳ ಕಾಮಗಾರಿಗಳಿಗೆ ಅರ್ಹ ಗುತ್ತಿಗೆದಾರರಿಂದ ಇ-ಪ್ರೊಕ್ಯೂರ್‌ಮೆಂಟ್ ಮೂಲಕ ಟೆಂಡರ್ ಆಹ್ವಾನಿಸಲಾಗಿದೆ. ಬಿಡ್ ಸಲ್ಲಿಸಲು ಕೊನೆಯ ದಿನಾಂಕ 11-08-2025 ಸಂಜೆ 4:00 ಗಂಟೆ. ತಾಂತ್ರಿಕ ಬಿಡ್ ತೆರೆಯುವ ದಿನಾಂಕ 12-08-2025 ಸಂಜೆ 4:30 ಗಂಟೆ. ನಗರ ಸ್ಥಳೀಯ ಸಂಸ್ಥೆ ಹೆಸರು ಇಂಡೆಂಟ್ ನಂ ನಗರಸಭೆ ದಾಂಡೇಲಿ DMA/2024-25/OW/ WORK_INDENT34145/ Call-2 ನಗರಸಭೆ ಶಿರಸಿ DMA/2025-26/OW/ WORK_INDENT40262/ Call-2 ಹೆಚ್ಚಿನ ವಿವರಗಳಿಗೆ ಈ ಕೆಳಕಂಡ ವೆಬ್‌ಸೈಟ್‌ಗಳನ್ನು ವೀಕ್ಷಿಸುವುದು. https://www.kppp.karnataka.gov.in ಮತ್ತು http://www.uttarakannadadudc.mrc.gov.in/ ಸಹಿ/- ಯೋಜನಾ ನಿರ್ದೇಶಕರು, ಜಿಲ್ಲಾ ನಗರಾಭಿವೃದ್ಧಿ ಕೋಶ, ಕಾರವಾರ (358, 1159, 706, 1474)
column-divider (595, 20, 596, 750)
signing-company: Satchmo Holdings Limited (319, 849, 431, 859)
dudc-link[interactable]: http://www.uttarakannadadudc.mrc.gov.in/ (364, 1302, 511, 1309)
tumakuru-title: IN THE COURT OF THE ADDL. JUDGE FAMILY COURT AT TUMAKURU (487, 162, 584, 184)
kpwd-url[interactable]: kppp.karnataka.gov.in (713, 1239, 790, 1247)
biaapa-date: ದಿನಾಂಕ: 24.07.2025 (654, 943, 703, 949)
kpwd-title: ಕಾರ್ಯಪಾಲಕ ಅಭಿಯಂತರರ ಕಛೇರಿ, ಲೋಕೋಪಯೋಗಿ ಇಲಾಖೆ, ದಾವಣಗೆರೆ ವಿಭಾಗ, ದಾವಣಗೆರೆ. (712, 1127, 940, 1135)
bmtc-notice: ಬೆಂಗಳೂರು ಮಹಾನಗರ ಸಾರಿಗೆ ಸಂಸ್ಥೆ ಟೆಂಡರ್ ಪ್ರಕಟಣೆ ಸಂಖ್ಯೆ: ಸಂಸ್ಥೆಯ ವಿವಿಧ ಘಟಕಗಳಿಗೆ ಸಾಮಗ್ರಿ ಪೂರೈಕೆ ಹಾಗೂ ಸೇವೆಗಳಿಗಾಗಿ ಇ-ಸಂಗ್ರಹಣೆ ಮೂಲಕ ಟೆಂಡರ್ ಆಹ್ವಾನಿಸಲಾಗಿದೆ. ಕ್ರ.ಸಂ 1: ಟೆಂಡರ್ ವಿವರ, ಇಎಂಡಿ ಮೊತ್ತ, ಬಿಡ್ ಸಲ್ಲಿಸುವ ಕೊನೆಯ ದಿನಾಂಕ 13.08.2025 ಸಂಜೆ 4:00 ಗಂಟೆ. ತಾಂತ್ರಿಕ ಬಿಡ್ ತೆರೆಯುವ ದಿನಾಂಕ 14.08.2025. ಹೆಚ್ಚಿನ ಮಾಹಿತಿಗಾಗಿ ವೆಬ್‌ಸೈಟ್ ನೋಡುವುದು. ದೂರವಾಣಿ: 080-22537777. www.kppp.karnataka.gov.in ಮುಖ್ಯ ಸಂಚಾರ ವ್ಯವಸ್ಥಾಪಕರು (ಖರೀದಿ), ಕೇಂದ್ರ ಕಚೇರಿ, ಶಾಂತಿನಗರ, ಬೆಂಗಳೂರು. (708, 735, 944, 909)
eproc-line: (ಟೆಕ್ & ದ್ವಿ-ಲಕೋಟೆ ಪದ್ಧತಿ) (e-procurement portal) (522, 801, 664, 808)
statement-body: Based on the recommendations of the Audit Committee, the Board of Directors of Satchmo Holdings Limited ("the Company") at their meeting held on July 25, 2025 have approved the unaudited standalone and consolidated financial results of the Company for the quarter and three months ended June 30, 2025 and the same along with press release thereon is available on Company's website at https://satchmoholdings.in/investor-presentations-and-financials/ and can also be accessed by scanning Quick Response Code given below: (13, 764, 467, 824)
cch6-case: O.S. No. 1236/2024 (CCH-6) (722, 44, 817, 51)
company-name: SATCHMO HOLDINGS LIMITED (77, 684, 403, 705)
com-case-number: COM. O.S. No.108/2025 (600, 50, 706, 59)
cch6-title: IN THE COURT OF THE XXVI ADDL CITY CIVIL SESSION JUDGE AT BENGALURU (723, 23, 816, 44)
masthead (0, 0, 945, 18)
chits-signatory: Sd/-(Smt. SHASHIKALA HULMANI) (834, 288, 939, 303)
biaapa-title: ಬೆಂಗಳೂರು ಅಂತರಾಷ್ಟ್ರೀಯ ವಿಮಾನ ನಿಲ್ದಾಣ ಪ್ರದೇಶ ಯೋಜನಾ ಪ್ರಾಧಿಕಾರ, ದೇವನಹಳ್ಳಿ (359, 925, 705, 941)
commercial-court-notice: IN THE COURT OF THE X ADDITIONAL CITY CIVIL AND SESSIONS JUDGE (DEDICATED COMMERCIAL COURT) COM. O.S. No.108/2025 BETWEEN: Union Bank of India, Commercial Branch, Bengaluru ...PLAINTIFF AND: Mr. Tushar & Others ...DEFENDANTS. SUMMONS TO DEFENDANT UNDER ORDER V RULE 20 OF CPC. Whereas the above named Plaintiff has instituted the above suit against you the Defendant for recovery of sum of Rs.75,79,888/-. You are hereby summoned to appear before the X Additional District and Sessions Judge Dedicated Commercial Court Bengaluru Rural District in person or by a pleader on 29-08-2025 at 11.00 A.M. to answer the claims, failing which the suit will be heard and determined ex-parte. Given under my hand and the seal of the Court on 21-07-2025. (597, 20, 709, 176)
